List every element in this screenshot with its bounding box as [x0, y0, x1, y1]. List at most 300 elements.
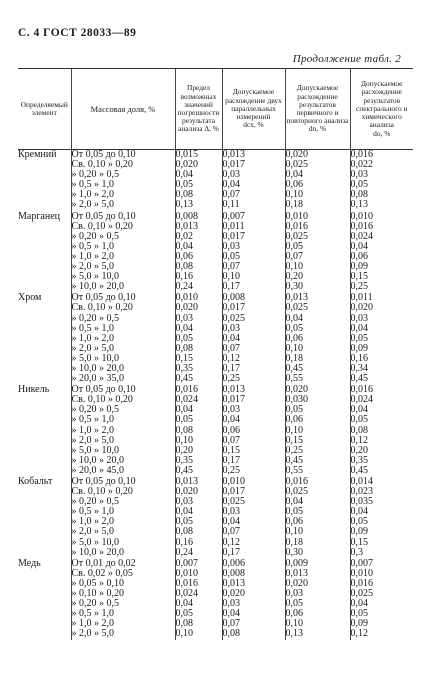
value-cell: 0,008: [222, 569, 285, 579]
table-row: [18, 190, 413, 200]
fraction-cell: От 0,05 до 0,10: [71, 292, 175, 303]
element-name-cell: [18, 232, 71, 242]
value-cell: 0,09: [350, 262, 413, 272]
fraction-cell: Св. 0,10 » 0,20: [71, 303, 175, 313]
value-cell: 0,013: [222, 150, 285, 161]
fraction-cell: Св. 0,10 » 0,20: [71, 395, 175, 405]
value-cell: 0,03: [350, 314, 413, 324]
value-cell: 0,020: [175, 303, 222, 313]
value-cell: 0,03: [285, 589, 350, 599]
value-cell: 0,05: [285, 324, 350, 334]
value-cell: 0,06: [222, 426, 285, 436]
value-cell: 0,45: [175, 374, 222, 384]
value-cell: 0,04: [285, 314, 350, 324]
value-cell: 0,024: [175, 395, 222, 405]
value-cell: 0,17: [222, 282, 285, 292]
element-name-cell: [18, 405, 71, 415]
fraction-cell: » 0,5 » 1,0: [71, 324, 175, 334]
value-cell: 0,024: [350, 232, 413, 242]
table-row: [18, 599, 413, 609]
element-name-cell: [18, 395, 71, 405]
value-cell: 0,04: [222, 517, 285, 527]
element-name-cell: [18, 507, 71, 517]
value-cell: 0,010: [222, 476, 285, 487]
col-header-limit: Предел возможных значений погрешности результата анализа Δ, %: [175, 69, 222, 150]
value-cell: 0,05: [350, 334, 413, 344]
value-cell: 0,020: [285, 384, 350, 395]
value-cell: 0,07: [222, 619, 285, 629]
value-cell: 0,025: [222, 314, 285, 324]
table-row: [18, 466, 413, 476]
value-cell: 0,007: [222, 211, 285, 222]
value-cell: 0,04: [350, 599, 413, 609]
value-cell: 0,05: [175, 180, 222, 190]
fraction-cell: » 1,0 » 2,0: [71, 252, 175, 262]
value-cell: 0,10: [222, 272, 285, 282]
col-header-d-o: Допускаемое расхождение результатов спектрального и химического анализа dо, %: [350, 69, 413, 150]
fraction-cell: Св. 0,10 » 0,20: [71, 222, 175, 232]
table-row: [18, 180, 413, 190]
value-cell: 0,05: [222, 252, 285, 262]
element-name-cell: [18, 364, 71, 374]
element-name-cell: [18, 222, 71, 232]
fraction-cell: » 0,5 » 1,0: [71, 609, 175, 619]
value-cell: 0,15: [222, 446, 285, 456]
value-cell: 0,35: [175, 456, 222, 466]
element-name-cell: [18, 589, 71, 599]
table-row: [18, 200, 413, 210]
value-cell: 0,25: [222, 374, 285, 384]
value-cell: 0,009: [285, 558, 350, 569]
value-cell: 0,10: [285, 426, 350, 436]
table-row: [18, 517, 413, 527]
element-name-cell: [18, 282, 71, 292]
table-row: [18, 272, 413, 282]
element-name-cell: [18, 599, 71, 609]
fraction-cell: » 5,0 » 10,0: [71, 272, 175, 282]
value-cell: 0,10: [285, 262, 350, 272]
value-cell: 0,07: [222, 344, 285, 354]
value-cell: 0,04: [175, 242, 222, 252]
value-cell: 0,05: [175, 415, 222, 425]
value-cell: 0,02: [175, 232, 222, 242]
fraction-cell: » 10,0 » 20,0: [71, 456, 175, 466]
value-cell: 0,016: [285, 476, 350, 487]
table-row: [18, 558, 413, 569]
value-cell: 0,05: [350, 517, 413, 527]
table-row: [18, 303, 413, 313]
value-cell: 0,025: [285, 487, 350, 497]
fraction-cell: » 5,0 » 10,0: [71, 446, 175, 456]
value-cell: 0,16: [175, 538, 222, 548]
element-name-cell: [18, 190, 71, 200]
value-cell: 0,017: [222, 487, 285, 497]
value-cell: 0,016: [350, 384, 413, 395]
value-cell: 0,03: [222, 405, 285, 415]
fraction-cell: От 0,01 до 0,02: [71, 558, 175, 569]
fraction-cell: » 0,20 » 0,5: [71, 232, 175, 242]
table-row: [18, 364, 413, 374]
fraction-cell: » 1,0 » 2,0: [71, 190, 175, 200]
value-cell: 0,15: [175, 354, 222, 364]
table-row: [18, 507, 413, 517]
value-cell: 0,010: [285, 211, 350, 222]
table-row: [18, 324, 413, 334]
table-row: [18, 487, 413, 497]
fraction-cell: » 1,0 » 2,0: [71, 426, 175, 436]
value-cell: 0,020: [285, 150, 350, 161]
col-header-fraction: Массовая доля, %: [71, 69, 175, 150]
value-cell: 0,08: [175, 426, 222, 436]
value-cell: 0,05: [285, 599, 350, 609]
fraction-cell: » 0,10 » 0,20: [71, 589, 175, 599]
element-name-cell: [18, 436, 71, 446]
value-cell: 0,05: [285, 242, 350, 252]
value-cell: 0,10: [285, 527, 350, 537]
value-cell: 0,03: [222, 170, 285, 180]
fraction-cell: Св. 0,10 » 0,20: [71, 487, 175, 497]
element-name-cell: [18, 569, 71, 579]
value-cell: 0,013: [175, 222, 222, 232]
table-body: [18, 150, 413, 640]
table-row: [18, 170, 413, 180]
value-cell: 0,017: [222, 303, 285, 313]
value-cell: 0,013: [285, 292, 350, 303]
element-name-cell: [18, 324, 71, 334]
value-cell: 0,04: [222, 334, 285, 344]
fraction-cell: » 1,0 » 2,0: [71, 517, 175, 527]
value-cell: 0,06: [285, 609, 350, 619]
table-row: [18, 456, 413, 466]
fraction-cell: » 0,20 » 0,5: [71, 599, 175, 609]
table-row: [18, 548, 413, 558]
value-cell: 0,008: [222, 292, 285, 303]
table-row: [18, 354, 413, 364]
value-cell: 0,07: [222, 436, 285, 446]
value-cell: 0,20: [175, 446, 222, 456]
value-cell: 0,13: [285, 629, 350, 639]
element-name-cell: [18, 262, 71, 272]
value-cell: 0,55: [285, 374, 350, 384]
value-cell: 0,04: [175, 599, 222, 609]
value-cell: 0,06: [285, 180, 350, 190]
value-cell: 0,007: [350, 558, 413, 569]
element-name-cell: [18, 548, 71, 558]
value-cell: 0,09: [350, 619, 413, 629]
value-cell: 0,017: [222, 160, 285, 170]
value-cell: 0,04: [350, 507, 413, 517]
element-name-cell: [18, 527, 71, 537]
table-row: [18, 292, 413, 303]
value-cell: 0,020: [222, 589, 285, 599]
table-row: [18, 436, 413, 446]
value-cell: 0,3: [350, 548, 413, 558]
fraction-cell: » 1,0 » 2,0: [71, 619, 175, 629]
element-name-cell: [18, 446, 71, 456]
element-name-cell: [18, 426, 71, 436]
col-header-element: Определяемый элемент: [20, 99, 68, 117]
value-cell: 0,04: [285, 170, 350, 180]
value-cell: 0,04: [222, 609, 285, 619]
value-cell: 0,04: [350, 324, 413, 334]
page-title: С. 4 ГОСТ 28033—89: [18, 27, 137, 39]
value-cell: 0,025: [350, 589, 413, 599]
value-cell: 0,007: [175, 558, 222, 569]
value-cell: 0,04: [175, 405, 222, 415]
element-name-cell: [18, 160, 71, 170]
value-cell: 0,25: [350, 282, 413, 292]
value-cell: 0,15: [350, 272, 413, 282]
value-cell: 0,024: [350, 395, 413, 405]
table-row: [18, 374, 413, 384]
value-cell: 0,04: [350, 242, 413, 252]
fraction-cell: От 0,05 до 0,10: [71, 211, 175, 222]
value-cell: 0,015: [175, 150, 222, 161]
value-cell: 0,08: [175, 527, 222, 537]
fraction-cell: Св. 0,10 » 0,20: [71, 160, 175, 170]
value-cell: 0,07: [285, 252, 350, 262]
element-name-cell: [18, 579, 71, 589]
element-name-cell: [18, 303, 71, 313]
value-cell: 0,45: [350, 374, 413, 384]
element-name-cell: [18, 272, 71, 282]
table-row: [18, 384, 413, 395]
table-row: [18, 150, 413, 161]
table-row: [18, 314, 413, 324]
value-cell: 0,18: [285, 354, 350, 364]
value-cell: 0,04: [222, 180, 285, 190]
value-cell: 0,10: [285, 619, 350, 629]
value-cell: 0,08: [175, 190, 222, 200]
value-cell: 0,17: [222, 364, 285, 374]
element-name-cell: Кобальт: [18, 476, 53, 487]
fraction-cell: » 2,0 » 5,0: [71, 527, 175, 537]
value-cell: 0,25: [222, 466, 285, 476]
element-name-cell: Кремний: [18, 149, 57, 160]
element-name-cell: Никель: [18, 384, 50, 396]
table-row: [18, 629, 413, 639]
table-row: [18, 538, 413, 548]
table-row: [18, 242, 413, 252]
value-cell: 0,020: [175, 160, 222, 170]
value-cell: 0,05: [175, 334, 222, 344]
data-table: [18, 68, 413, 640]
value-cell: 0,10: [175, 436, 222, 446]
value-cell: 0,24: [175, 282, 222, 292]
value-cell: 0,10: [175, 629, 222, 639]
element-name-cell: [18, 344, 71, 354]
fraction-cell: » 2,0 » 5,0: [71, 436, 175, 446]
fraction-cell: » 2,0 » 5,0: [71, 629, 175, 639]
value-cell: 0,08: [175, 262, 222, 272]
table-row: [18, 405, 413, 415]
value-cell: 0,008: [175, 211, 222, 222]
value-cell: 0,05: [175, 517, 222, 527]
value-cell: 0,020: [285, 579, 350, 589]
value-cell: 0,09: [350, 344, 413, 354]
value-cell: 0,13: [175, 200, 222, 210]
col-header-d-p: Допускаемое расхождение результатов первичного и повторного анализа dn, %: [285, 69, 350, 150]
value-cell: 0,06: [175, 252, 222, 262]
table-continuation-caption: Продолжение табл. 2: [292, 53, 401, 65]
value-cell: 0,45: [285, 456, 350, 466]
value-cell: 0,010: [175, 569, 222, 579]
value-cell: 0,12: [222, 538, 285, 548]
fraction-cell: » 0,5 » 1,0: [71, 242, 175, 252]
fraction-cell: » 10,0 » 20,0: [71, 548, 175, 558]
table-row: [18, 609, 413, 619]
table-row: [18, 569, 413, 579]
element-name-cell: Медь: [18, 557, 41, 569]
value-cell: 0,020: [350, 303, 413, 313]
fraction-cell: » 10,0 » 20,0: [71, 364, 175, 374]
element-name-cell: [18, 354, 71, 364]
value-cell: 0,08: [222, 629, 285, 639]
fraction-cell: От 0,05 до 0,10: [71, 150, 175, 161]
value-cell: 0,04: [175, 324, 222, 334]
value-cell: 0,10: [285, 344, 350, 354]
element-name-cell: [18, 466, 71, 476]
value-cell: 0,18: [285, 538, 350, 548]
value-cell: 0,013: [175, 476, 222, 487]
value-cell: 0,025: [285, 303, 350, 313]
fraction-cell: » 0,20 » 0,5: [71, 314, 175, 324]
value-cell: 0,08: [175, 619, 222, 629]
value-cell: 0,03: [175, 314, 222, 324]
value-cell: 0,03: [222, 599, 285, 609]
table-row: [18, 344, 413, 354]
value-cell: 0,03: [222, 507, 285, 517]
value-cell: 0,03: [350, 170, 413, 180]
value-cell: 0,04: [175, 170, 222, 180]
fraction-cell: » 0,20 » 0,5: [71, 170, 175, 180]
value-cell: 0,010: [175, 292, 222, 303]
value-cell: 0,04: [350, 405, 413, 415]
value-cell: 0,30: [285, 282, 350, 292]
fraction-cell: От 0,05 до 0,10: [71, 476, 175, 487]
table-row: [18, 619, 413, 629]
value-cell: 0,16: [350, 354, 413, 364]
value-cell: 0,016: [350, 222, 413, 232]
value-cell: 0,020: [175, 487, 222, 497]
value-cell: 0,06: [285, 415, 350, 425]
fraction-cell: » 0,20 » 0,5: [71, 405, 175, 415]
value-cell: 0,010: [350, 211, 413, 222]
value-cell: 0,15: [350, 538, 413, 548]
value-cell: 0,013: [222, 384, 285, 395]
fraction-cell: Св. 0,02 » 0,05: [71, 569, 175, 579]
value-cell: 0,023: [350, 487, 413, 497]
table-row: [18, 222, 413, 232]
fraction-cell: » 20,0 » 35,0: [71, 374, 175, 384]
table-row: [18, 395, 413, 405]
value-cell: 0,35: [350, 456, 413, 466]
value-cell: 0,022: [350, 160, 413, 170]
value-cell: 0,05: [350, 609, 413, 619]
element-name-cell: Марганец: [18, 210, 61, 222]
value-cell: 0,07: [222, 527, 285, 537]
element-name-cell: [18, 374, 71, 384]
fraction-cell: » 10,0 » 20,0: [71, 282, 175, 292]
element-name-cell: [18, 487, 71, 497]
value-cell: 0,025: [222, 497, 285, 507]
value-cell: 0,12: [222, 354, 285, 364]
table-row: [18, 579, 413, 589]
element-name-cell: [18, 629, 71, 639]
table-row: [18, 446, 413, 456]
table-row: [18, 497, 413, 507]
value-cell: 0,45: [350, 466, 413, 476]
element-name-cell: Хром: [18, 292, 42, 304]
fraction-cell: » 20,0 » 45,0: [71, 466, 175, 476]
table-row: [18, 232, 413, 242]
element-name-cell: [18, 456, 71, 466]
value-cell: 0,025: [285, 232, 350, 242]
value-cell: 0,25: [285, 446, 350, 456]
value-cell: 0,07: [222, 262, 285, 272]
value-cell: 0,025: [285, 160, 350, 170]
value-cell: 0,17: [222, 456, 285, 466]
table-row: [18, 476, 413, 487]
fraction-cell: » 2,0 » 5,0: [71, 200, 175, 210]
fraction-cell: От 0,05 до 0,10: [71, 384, 175, 395]
value-cell: 0,30: [285, 548, 350, 558]
value-cell: 0,05: [285, 405, 350, 415]
element-name-cell: [18, 180, 71, 190]
table-row: [18, 426, 413, 436]
value-cell: 0,011: [222, 222, 285, 232]
value-cell: 0,05: [350, 180, 413, 190]
element-name-cell: [18, 538, 71, 548]
value-cell: 0,07: [222, 190, 285, 200]
fraction-cell: » 0,20 » 0,5: [71, 497, 175, 507]
value-cell: 0,04: [175, 507, 222, 517]
table-row: [18, 211, 413, 222]
col-header-d-sk: Допускаемое расхождение двух параллельных измерений dсх, %: [222, 69, 285, 150]
element-name-cell: [18, 415, 71, 425]
value-cell: 0,11: [222, 200, 285, 210]
value-cell: 0,016: [285, 222, 350, 232]
value-cell: 0,010: [350, 569, 413, 579]
value-cell: 0,20: [285, 272, 350, 282]
value-cell: 0,10: [285, 190, 350, 200]
table-row: [18, 415, 413, 425]
element-name-cell: [18, 497, 71, 507]
value-cell: 0,05: [175, 609, 222, 619]
value-cell: 0,13: [350, 200, 413, 210]
element-name-cell: [18, 200, 71, 210]
table-row: [18, 334, 413, 344]
fraction-cell: » 2,0 » 5,0: [71, 344, 175, 354]
value-cell: 0,18: [285, 200, 350, 210]
element-name-cell: [18, 334, 71, 344]
table-row: [18, 282, 413, 292]
value-cell: 0,013: [222, 579, 285, 589]
element-name-cell: [18, 314, 71, 324]
table-row: [18, 252, 413, 262]
value-cell: 0,04: [285, 497, 350, 507]
value-cell: 0,011: [350, 292, 413, 303]
table-row: [18, 160, 413, 170]
value-cell: 0,35: [175, 364, 222, 374]
value-cell: 0,03: [222, 324, 285, 334]
value-cell: 0,05: [285, 507, 350, 517]
value-cell: 0,06: [285, 517, 350, 527]
value-cell: 0,15: [285, 436, 350, 446]
value-cell: 0,035: [350, 497, 413, 507]
element-name-cell: [18, 242, 71, 252]
table-row: [18, 262, 413, 272]
